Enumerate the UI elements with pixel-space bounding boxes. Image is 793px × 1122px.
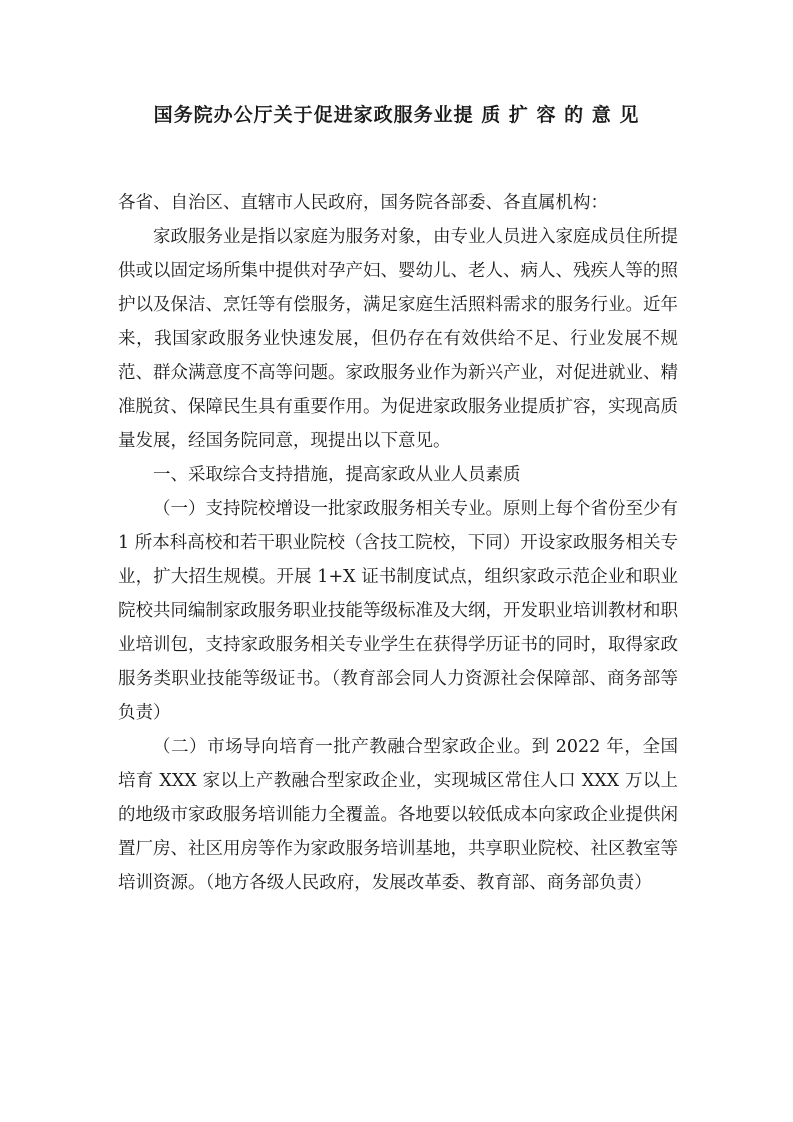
document-body [118,186,678,900]
document-title: 国务院办公厅关于促进家政服务业提 质 扩 容 的 意 见 [153,104,640,126]
salutation: 各省、自治区、直辖市人民政府，国务院各部委、各直属机构： [118,193,608,213]
paragraph-item-2: （二）市场导向培育一批产教融合型家政企业。到 2022 年，全国培育 XXX 家以上产教融合型家政企业，实现城区常住人口 XXX 万以上的地级市家政服务培训能力全覆盖。各地要以较低成本向家政企业提供闲置厂房、社区用房等作为家政服务培训基地，共享职业院校、社区教室等培训资源。（地方各级人民政府，发展改革委、教育部、商务部负责） [118,737,678,893]
paragraph-item-1: （一）支持院校增设一批家政服务相关专业。原则上每个省份至少有 1 所本科高校和若干职业院校（含技工院校，下同）开设家政服务相关专业，扩大招生规模。开展 1+X 证书制度试点，组织家政示范企业和职业院校共同编制家政服务职业技能等级标准及大纲，开发职业培训教材和职业培训包，支持家政服务相关专业学生在获得学历证书的同时，取得家政服务类职业技能等级证书。（教育部会同人力资源社会保障部、商务部等负责） [118,499,678,723]
section-heading-1: 一、采取综合支持措施，提高家政从业人员素质 [153,465,521,485]
paragraph-intro: 家政服务业是指以家庭为服务对象，由专业人员进入家庭成员住所提供或以固定场所集中提供对孕产妇、婴幼儿、老人、病人、残疾人等的照护以及保洁、烹饪等有偿服务，满足家庭生活照料需求的服务行业。近年来，我国家政服务业快速发展，但仍存在有效供给不足、行业发展不规范、群众满意度不高等问题。家政服务业作为新兴产业，对促进就业、精准脱贫、保障民生具有重要作用。为促进家政服务业提质扩容，实现高质量发展，经国务院同意，现提出以下意见。 [118,227,678,451]
